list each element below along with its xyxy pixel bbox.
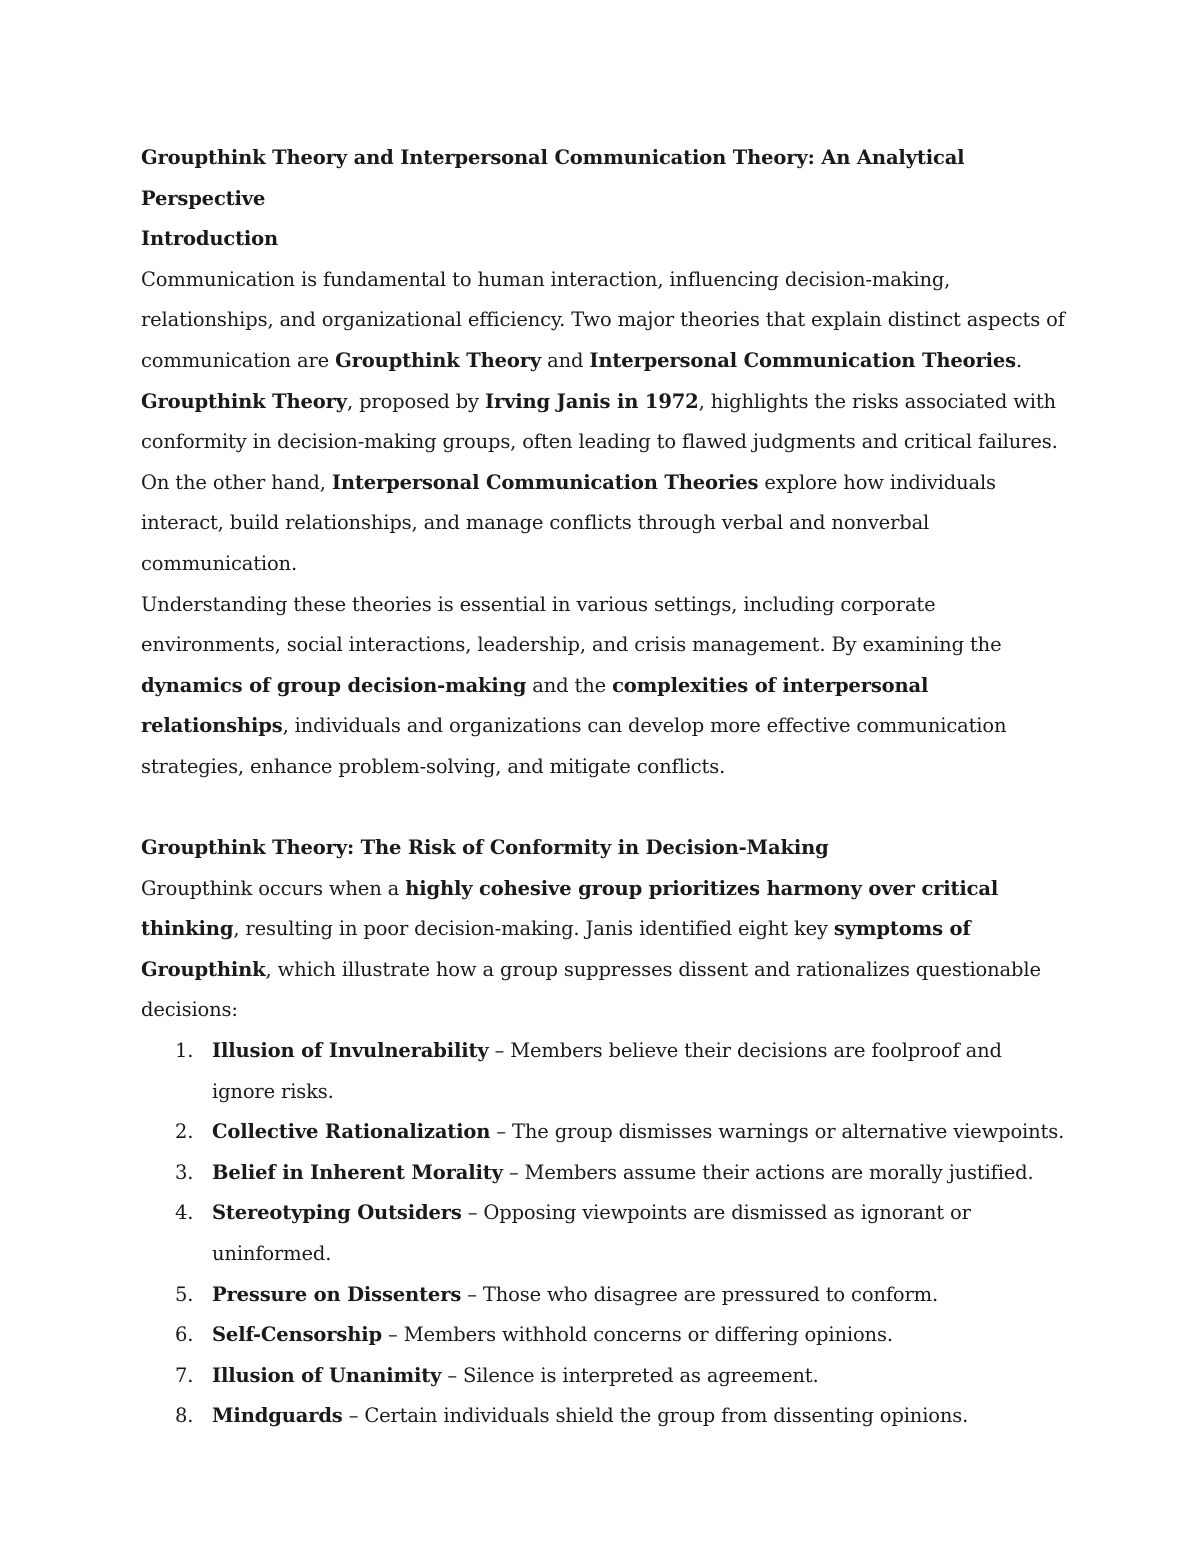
paragraph-spacer xyxy=(141,788,1066,829)
list-item-term: Stereotyping Outsiders xyxy=(212,1201,462,1225)
list-item xyxy=(141,1193,1066,1274)
list-item-term: Belief in Inherent Morality xyxy=(212,1160,503,1184)
bold-text-run: dynamics of group decision-making xyxy=(141,673,527,697)
list-item-number: 1. xyxy=(175,1039,194,1063)
intro-paragraph-1 xyxy=(141,260,1066,585)
bold-text-run: Groupthink Theory xyxy=(141,389,347,413)
text-run: , highlights the risks associated with conformity in decision-making groups, often leading to flawed judgments and critical failures. On the other hand, xyxy=(141,389,1058,494)
text-run: , proposed by xyxy=(346,389,485,413)
list-item xyxy=(141,1153,1066,1194)
document-page xyxy=(141,138,1066,1437)
list-item xyxy=(141,1112,1066,1153)
text-run: Groupthink occurs when a xyxy=(141,876,406,900)
bold-text-run: Interpersonal Communication Theories xyxy=(331,470,759,494)
text-run: and xyxy=(541,348,590,372)
list-item-description: – Members withhold concerns or differing opinions. xyxy=(382,1323,893,1347)
list-item-description: – Silence is interpreted as agreement. xyxy=(441,1363,819,1387)
section-heading: Groupthink Theory: The Risk of Conformity in Decision-Making xyxy=(141,836,829,860)
bold-text-run: complexities of interpersonal relationships xyxy=(141,673,929,738)
text-run: . xyxy=(1015,348,1022,372)
list-item-term: Pressure on Dissenters xyxy=(212,1282,462,1306)
list-item-description: – Certain individuals shield the group from dissenting opinions. xyxy=(342,1404,969,1428)
text-run: , resulting in poor decision-making. Janis identified eight key xyxy=(233,917,834,941)
list-item-number: 7. xyxy=(175,1363,194,1387)
bold-text-run: Interpersonal Communication Theories xyxy=(589,348,1016,372)
list-item xyxy=(141,1396,1066,1437)
list-item-number: 3. xyxy=(175,1160,194,1184)
bold-text-run: symptoms of Groupthink xyxy=(141,917,971,981)
list-item-number: 4. xyxy=(175,1201,194,1225)
document-title: Groupthink Theory and Interpersonal Communication Theory: An Analytical Perspective xyxy=(141,146,965,210)
list-item-number: 6. xyxy=(175,1323,194,1347)
intro-heading: Introduction xyxy=(141,227,279,251)
list-item-number: 5. xyxy=(175,1282,194,1306)
bold-text-run: highly cohesive group prioritizes harmony over critical thinking xyxy=(141,876,999,941)
list-item xyxy=(141,1275,1066,1316)
list-item-term: Self-Censorship xyxy=(212,1323,382,1347)
list-item-description: – Members assume their actions are morally justified. xyxy=(502,1160,1034,1184)
list-item-description: – Opposing viewpoints are dismissed as ignorant or uninformed. xyxy=(212,1201,971,1266)
text-run: Understanding these theories is essential in various settings, including corporate environments, social interactions, leadership, and crisis management. By examining the xyxy=(141,592,1002,657)
list-item-term: Illusion of Invulnerability xyxy=(212,1039,489,1063)
list-item-term: Illusion of Unanimity xyxy=(212,1363,442,1387)
bold-text-run: Groupthink Theory xyxy=(335,348,542,372)
list-item xyxy=(141,1356,1066,1397)
list-item xyxy=(141,1031,1066,1112)
section-paragraph-1 xyxy=(141,869,1066,1031)
list-item-description: – Those who disagree are pressured to conform. xyxy=(461,1282,939,1306)
intro-paragraph-2 xyxy=(141,585,1066,788)
text-run: and the xyxy=(526,673,613,697)
text-run: , individuals and organizations can develop more effective communication strategies, enhance problem-solving, and mitigate conflicts. xyxy=(141,714,1007,778)
list-item-term: Collective Rationalization xyxy=(212,1120,491,1144)
text-run: , which illustrate how a group suppresses dissent and rationalizes questionable decisions: xyxy=(141,957,1041,1022)
list-item xyxy=(141,1315,1066,1356)
list-item-number: 8. xyxy=(175,1404,194,1428)
list-item-number: 2. xyxy=(175,1120,194,1144)
text-run: Communication is fundamental to human interaction, influencing decision-making, relationships, and organizational efficiency. Two major theories that explain distinct aspects of communication are xyxy=(141,267,1065,372)
symptoms-list xyxy=(141,1031,1066,1437)
list-item-description: – Members believe their decisions are foolproof and ignore risks. xyxy=(212,1039,1002,1103)
list-item-description: – The group dismisses warnings or alternative viewpoints. xyxy=(490,1120,1065,1144)
text-run: explore how individuals interact, build relationships, and manage conflicts through verbal and nonverbal communication. xyxy=(141,470,996,575)
bold-text-run: Irving Janis in 1972 xyxy=(484,389,699,413)
list-item-term: Mindguards xyxy=(212,1404,343,1428)
